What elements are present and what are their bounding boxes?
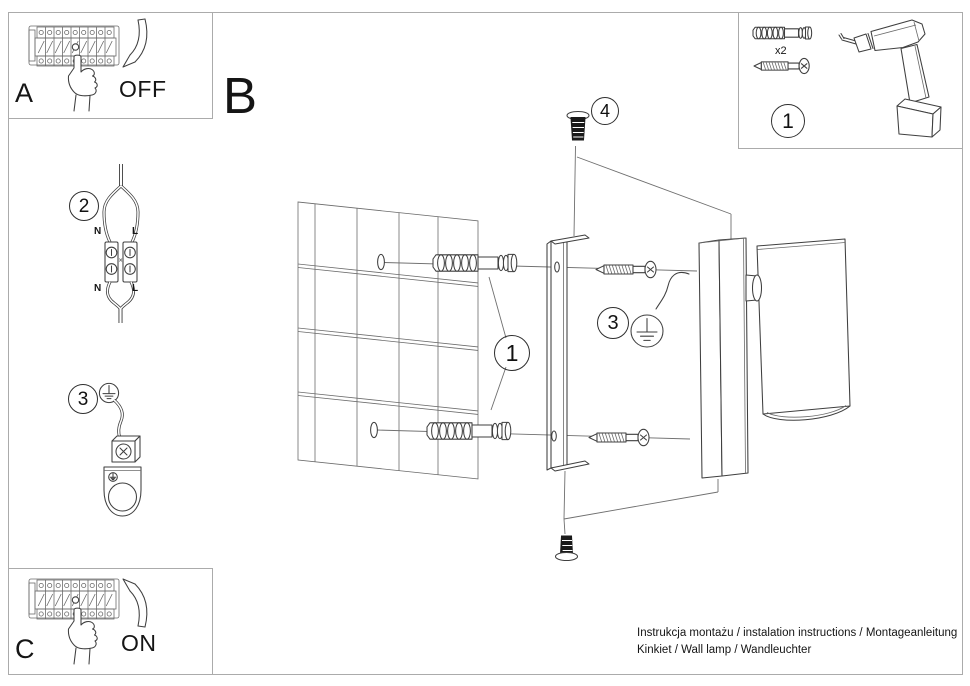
- state-on-label: ON: [121, 630, 157, 656]
- callout-kit-1: [771, 104, 805, 138]
- callout-ground-3-left: [68, 384, 98, 414]
- section-c-label: C: [15, 634, 35, 664]
- section-b-label: B: [223, 67, 258, 124]
- callout-plugs-1: [494, 335, 530, 371]
- callout-wiring-2: [69, 191, 99, 221]
- callout-plugs-1-number: 1: [505, 339, 519, 366]
- callout-ground-3-left-number: 3: [77, 388, 89, 410]
- footer-line-1: Instrukcja montażu / instalation instructions / Montageanleitung: [637, 627, 958, 639]
- kit-quantity-label: x2: [775, 45, 787, 57]
- callout-ground-3: [597, 307, 629, 339]
- wire-label-l-top: L: [132, 226, 139, 237]
- section-a-label: A: [15, 78, 34, 108]
- wire-label-l-bottom: L: [132, 283, 139, 294]
- wire-label-n-bottom: N: [94, 283, 102, 294]
- wire-label-n-top: N: [94, 226, 102, 237]
- callout-wiring-2-number: 2: [78, 195, 90, 217]
- callout-setscrew-4-number: 4: [599, 101, 610, 121]
- state-off-label: OFF: [119, 76, 167, 102]
- callout-kit-1-number: 1: [782, 109, 794, 133]
- callout-setscrew-4: [591, 97, 619, 125]
- box-c: [8, 568, 213, 675]
- box-a: [8, 12, 213, 119]
- callout-ground-3-number: 3: [607, 312, 619, 334]
- footer-line-2: Kinkiet / Wall lamp / Wandleuchter: [637, 644, 812, 656]
